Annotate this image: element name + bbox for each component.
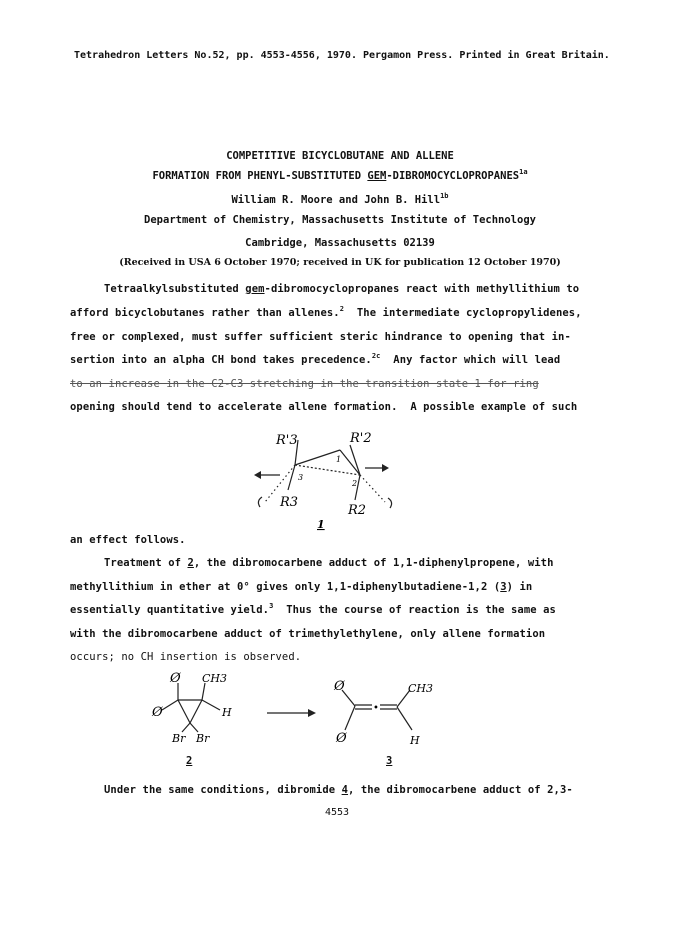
curved-arrow-left: [258, 497, 262, 507]
label-c1: 1: [336, 455, 342, 464]
allene-central-dot: •: [373, 703, 379, 714]
title-line-1: COMPETITIVE BICYCLOBUTANE AND ALLENE: [226, 150, 454, 162]
bond-allene-ph-bottom: [345, 706, 355, 730]
para1-l1-post: -dibromocyclopropanes react with methyllithium to: [264, 283, 580, 295]
cyclopropane-right-bond: [190, 700, 202, 723]
label-r3: R3: [280, 495, 299, 510]
arrowhead-left: [254, 471, 261, 479]
cyclopropane-left-bond: [178, 700, 190, 723]
ch3-product: CH3: [408, 682, 434, 695]
ch3-reactant: CH3: [202, 672, 228, 685]
address: Cambridge, Massachusetts 02139: [245, 237, 435, 249]
para2-compound-3: 3: [500, 581, 507, 593]
arrowhead-right: [382, 464, 389, 472]
bond-br-left: [182, 723, 190, 732]
bond-c2-c3-stretched: [295, 465, 360, 475]
title-line-2-pre: FORMATION FROM PHENYL-SUBSTITUTED: [152, 170, 368, 182]
para1-l1-pre: Tetraalkylsubstituted: [104, 283, 246, 295]
para1-l2-post: The intermediate cyclopropylidenes,: [344, 307, 582, 319]
affiliation: Department of Chemistry, Massachusetts Institute of Technology: [144, 214, 536, 226]
bond-h: [202, 700, 220, 710]
journal-header: Tetrahedron Letters No.52, pp. 4553-4556, 1970. Pergamon Press. Printed in Great Britain.: [74, 50, 610, 61]
h-product: H: [410, 734, 420, 747]
para1-l4-post: Any factor which will lead: [380, 354, 561, 366]
para1-line6: [70, 401, 577, 413]
received-date: (Received in USA 6 October 1970; received in UK for publication 12 October 1970): [119, 257, 561, 268]
para2-line1: [104, 557, 554, 569]
br-left: Br: [172, 732, 186, 745]
bond-ch3: [202, 683, 205, 700]
para1-line3: free or complexed, must suffer sufficient steric hindrance to opening that in-: [70, 331, 571, 343]
label-r3prime: R'3: [276, 433, 298, 448]
para1-l4: sertion into an alpha CH bond takes precedence.: [70, 354, 372, 366]
title-gem: GEM: [367, 170, 387, 182]
para1-l6: opening should tend to accelerate allene formation. A possible example of such: [70, 401, 578, 413]
para2-compound-2: 2: [187, 557, 194, 569]
label-r2: R2: [348, 503, 367, 518]
bond-r2prime: [350, 445, 360, 475]
curved-arrow-right: [388, 498, 392, 508]
authors: [0, 194, 680, 206]
h-reactant: H: [222, 706, 232, 719]
para1-line7: an effect follows.: [70, 534, 186, 546]
title-footnote: 1a: [519, 168, 528, 176]
br-right: Br: [196, 732, 210, 745]
para2-l1-post: , the dibromocarbene adduct of 1,1-diphenylpropene, with: [193, 557, 554, 569]
para2-line3: [70, 604, 556, 616]
para1-line1: [104, 283, 579, 295]
para2-l1-pre: Treatment of: [104, 557, 188, 569]
para2-line2: [70, 581, 532, 593]
reaction-arrowhead: [308, 709, 316, 717]
para1-line2: [70, 307, 582, 319]
para1-line4: [70, 354, 560, 366]
bond-ph-left: [162, 700, 178, 710]
ph-allene-bottom: Ø: [336, 731, 347, 746]
label-r2prime: R'2: [350, 431, 372, 446]
para2-l3: essentially quantitative yield.: [70, 604, 270, 616]
para1-l4-sup: 2c: [371, 352, 381, 360]
transition-state-structure-1: [240, 420, 440, 540]
reaction-scheme: [140, 668, 470, 768]
para2-l2-post: ) in: [506, 581, 533, 593]
label-c2: 2: [352, 479, 358, 488]
label-c3: 3: [298, 473, 304, 482]
dotted-orbital-right: [360, 475, 385, 502]
para2-l3-sup: 3: [269, 602, 274, 610]
para1-l2-sup: 2: [339, 305, 345, 313]
bond-allene-h: [397, 707, 412, 730]
authors-text: William R. Moore and John B. Hill: [231, 194, 441, 206]
page-number: 4553: [325, 807, 350, 818]
ph-allene-top: Ø: [334, 679, 345, 694]
compound-label-2: 2: [186, 755, 193, 767]
para2-line4: with the dibromocarbene adduct of trimethylethylene, only allene formation: [70, 628, 546, 640]
authors-footnote: 1b: [440, 192, 449, 200]
bond-c1-c2: [340, 450, 360, 475]
para3-compound-4: 4: [341, 784, 349, 796]
para2-l3-post: Thus the course of reaction is the same as: [273, 604, 556, 616]
para3-pre: Under the same conditions, dibromide: [104, 784, 342, 796]
title-line-2-post: -DIBROMOCYCLOPROPANES: [386, 170, 520, 182]
para1-l2: afford bicyclobutanes rather than allenes.: [70, 307, 340, 319]
para2-line5: occurs; no CH insertion is observed.: [70, 651, 302, 663]
ph-left: Ø: [152, 705, 163, 720]
para2-l2-pre: methyllithium in ether at 0° gives only 1,1-diphenylbutadiene-1,2 (: [70, 581, 501, 593]
para1-gem: gem: [245, 283, 265, 295]
compound-label-3: 3: [386, 755, 393, 767]
para1-line5: to an increase in the C2-C3 stretching in the transition state 1 for ring: [70, 378, 539, 390]
para3-line1: [104, 784, 573, 796]
bond-c3-c1: [295, 450, 340, 465]
bond-br-right: [190, 723, 198, 732]
compound-label-1: 1: [317, 518, 325, 531]
title-line-2: [0, 170, 680, 182]
para3-post: , the dibromocarbene adduct of 2,3-: [348, 784, 573, 796]
ph-top: Ø: [170, 671, 181, 686]
